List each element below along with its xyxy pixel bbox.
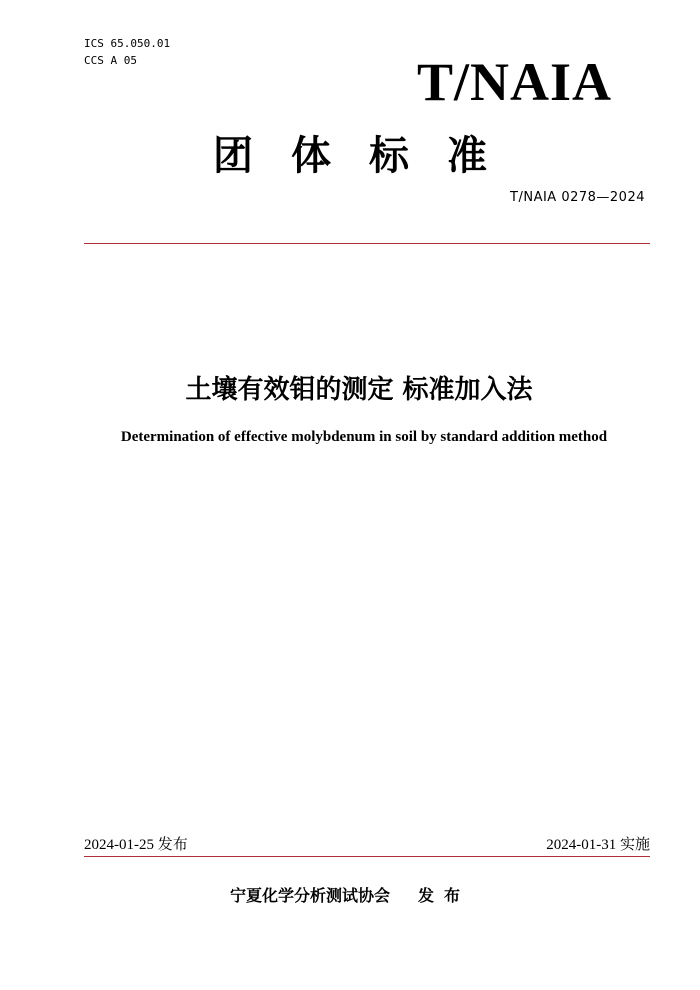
document-title-chinese: 土壤有效钼的测定 标准加入法: [185, 375, 533, 405]
standard-brand: T/NAIA: [416, 52, 612, 112]
standard-number: T/NAIA 0278—2024: [510, 190, 645, 205]
bottom-divider: [84, 856, 650, 857]
implementation-date: 2024-01-31 实施: [546, 837, 650, 853]
release-date: 2024-01-25 发布: [84, 837, 188, 853]
top-divider: [84, 243, 650, 244]
ics-code: ICS 65.050.01: [84, 37, 171, 50]
standard-kind-heading: 团体标准: [213, 133, 525, 179]
publisher-line: [0, 885, 700, 907]
publisher-action: 发布: [418, 886, 471, 905]
ccs-code: CCS A 05: [84, 54, 137, 67]
publisher-name: 宁夏化学分析测试协会: [229, 886, 390, 905]
document-title-english: Determination of effective molybdenum in soil by standard addition method: [120, 429, 608, 445]
